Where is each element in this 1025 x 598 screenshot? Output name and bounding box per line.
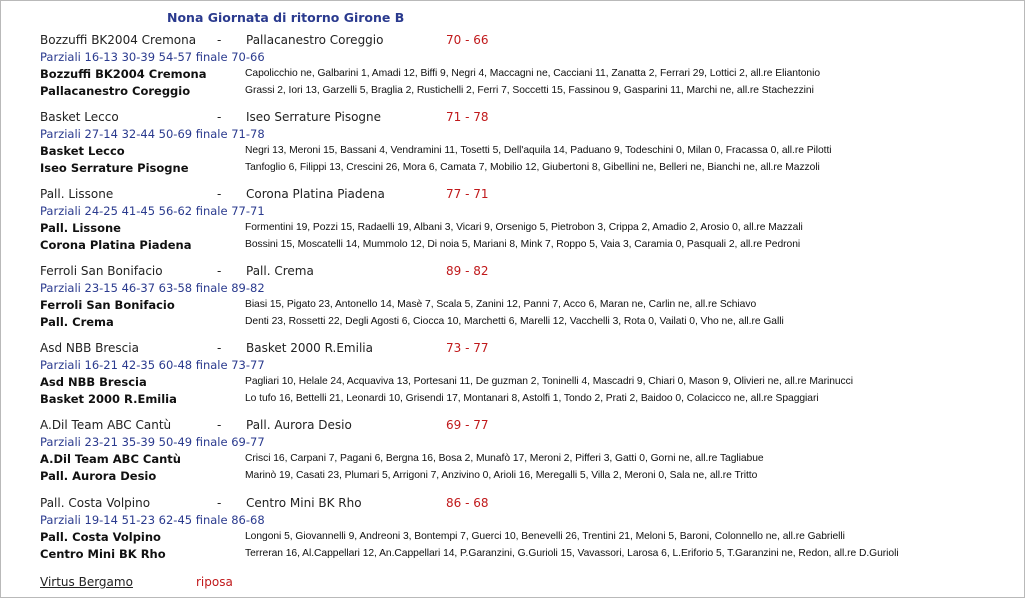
roster-players: Terreran 16, Al.Cappellari 12, An.Cappellari 14, P.Garanzini, G.Gurioli 15, Vavassori, Larosa 6, L.Eriforio 5, T.Garanzini ne, Redon, all.re D.Gurioli xyxy=(245,548,899,559)
roster-team-name: Centro Mini BK Rho xyxy=(40,547,166,561)
away-team: Pallacanestro Coreggio xyxy=(246,33,384,47)
roster-players: Longoni 5, Giovannelli 9, Andreoni 3, Bontempi 7, Guerci 10, Benevelli 26, Trentini 21, Meloni 5, Baroni, Colonnello ne, all.re Gabrielli xyxy=(245,531,845,542)
team-roster-row xyxy=(40,84,814,101)
game-block xyxy=(40,264,784,332)
roster-team-name: Basket 2000 R.Emilia xyxy=(40,392,177,406)
roster-players: Denti 23, Rossetti 22, Degli Agosti 6, Ciocca 10, Marchetti 6, Marelli 12, Vacchelli 3, Rota 0, Vailati 0, Vho ne, all.re Galli xyxy=(245,316,784,327)
match-separator: - xyxy=(217,496,222,510)
home-team: Pall. Costa Volpino xyxy=(40,496,151,510)
home-team: Pall. Lissone xyxy=(40,187,114,201)
roster-team-name: Pallacanestro Coreggio xyxy=(40,84,191,98)
match-separator: - xyxy=(217,264,222,278)
final-score: 77 - 71 xyxy=(446,187,489,201)
game-block xyxy=(40,496,899,564)
partial-scores: Parziali 24-25 41-45 56-62 finale 77-71 xyxy=(40,204,265,218)
game-block xyxy=(40,110,832,178)
game-block xyxy=(40,341,853,409)
roster-players: Capolicchio ne, Galbarini 1, Amadi 12, Biffi 9, Negri 4, Maccagni ne, Cacciani 11, Zanatta 2, Ferrari 29, Lottici 2, all.re Eliantonio xyxy=(245,68,820,79)
roster-players: Negri 13, Meroni 15, Bassani 4, Vendramini 11, Tosetti 5, Dell'aquila 14, Paduano 9, Todeschini 0, Milan 0, Fracassa 0, all.re Pilotti xyxy=(245,145,832,156)
roster-team-name: Ferroli San Bonifacio xyxy=(40,298,175,312)
team-roster-row xyxy=(40,452,764,469)
match-row xyxy=(40,496,489,513)
roster-players: Grassi 2, Iori 13, Garzelli 5, Braglia 2, Rustichelli 2, Ferri 7, Soccetti 15, Fassinou 9, Gasparini 11, Marchi ne, all.re Stachezzini xyxy=(245,85,814,96)
page-title: Nona Giornata di ritorno Girone B xyxy=(167,10,405,25)
away-team: Pall. Crema xyxy=(246,264,314,278)
away-team: Iseo Serrature Pisogne xyxy=(246,110,382,124)
away-team: Pall. Aurora Desio xyxy=(246,418,352,432)
team-roster-row xyxy=(40,238,801,255)
roster-players: Lo tufo 16, Bettelli 21, Leonardi 10, Grisendi 17, Montanari 8, Astolfi 1, Tondo 2, Prati 2, Baidoo 0, Colacicco ne, all.re Spaggiari xyxy=(245,393,819,404)
team-roster-row xyxy=(40,530,845,547)
partial-scores: Parziali 23-21 35-39 50-49 finale 69-77 xyxy=(40,435,265,449)
roster-team-name: Iseo Serrature Pisogne xyxy=(40,161,189,175)
away-team: Basket 2000 R.Emilia xyxy=(246,341,373,355)
final-score: 69 - 77 xyxy=(446,418,489,432)
roster-players: Bossini 15, Moscatelli 14, Mummolo 12, Di noia 5, Mariani 8, Mink 7, Roppo 5, Vaia 3, Caramia 0, Pasquali 2, all.re Pedroni xyxy=(245,239,801,250)
match-row xyxy=(40,341,489,358)
game-block xyxy=(40,418,764,486)
roster-team-name: Pall. Costa Volpino xyxy=(40,530,161,544)
home-team: Bozzuffi BK2004 Cremona xyxy=(40,33,197,47)
roster-team-name: Bozzuffi BK2004 Cremona xyxy=(40,67,207,81)
home-team: A.Dil Team ABC Cantù xyxy=(40,418,172,432)
rest-row xyxy=(40,575,233,589)
roster-team-name: Pall. Crema xyxy=(40,315,114,329)
home-team: Basket Lecco xyxy=(40,110,119,124)
team-roster-row xyxy=(40,221,803,238)
home-team: Ferroli San Bonifacio xyxy=(40,264,163,278)
partial-scores: Parziali 23-15 46-37 63-58 finale 89-82 xyxy=(40,281,265,295)
final-score: 89 - 82 xyxy=(446,264,489,278)
match-row xyxy=(40,33,489,50)
team-roster-row xyxy=(40,144,832,161)
away-team: Centro Mini BK Rho xyxy=(246,496,362,510)
match-row xyxy=(40,264,489,281)
partial-scores: Parziali 19-14 51-23 62-45 finale 86-68 xyxy=(40,513,265,527)
roster-players: Formentini 19, Pozzi 15, Radaelli 19, Albani 3, Vicari 9, Orsenigo 5, Pietrobon 3, Crippa 2, Amadio 2, Arosio 0, all.re Mazzali xyxy=(245,222,803,233)
rest-team-link[interactable]: Virtus Bergamo xyxy=(40,575,133,589)
team-roster-row xyxy=(40,67,820,84)
game-block xyxy=(40,33,820,101)
roster-players: Marinò 19, Casati 23, Plumari 5, Arrigoni 7, Anzivino 0, Arioli 16, Meregalli 5, Villa 2, Meroni 0, Sala ne, all.re Tritto xyxy=(245,470,758,481)
roster-team-name: Pall. Lissone xyxy=(40,221,121,235)
match-row xyxy=(40,110,489,127)
final-score: 70 - 66 xyxy=(446,33,489,47)
partial-scores: Parziali 16-13 30-39 54-57 finale 70-66 xyxy=(40,50,265,64)
match-row xyxy=(40,187,489,204)
roster-team-name: A.Dil Team ABC Cantù xyxy=(40,452,181,466)
match-row xyxy=(40,418,489,435)
match-separator: - xyxy=(217,33,222,47)
final-score: 73 - 77 xyxy=(446,341,489,355)
partial-scores: Parziali 16-21 42-35 60-48 finale 73-77 xyxy=(40,358,265,372)
team-roster-row xyxy=(40,298,757,315)
roster-players: Crisci 16, Carpani 7, Pagani 6, Bergna 16, Bosa 2, Munafò 17, Meroni 2, Pifferi 3, Gatti 0, Gorni ne, all.re Tagliabue xyxy=(245,453,764,464)
match-separator: - xyxy=(217,187,222,201)
roster-team-name: Basket Lecco xyxy=(40,144,125,158)
roster-players: Pagliari 10, Helale 24, Acquaviva 13, Portesani 11, De guzman 2, Toninelli 4, Mascadri 9, Chiari 0, Mason 9, Olivieri ne, all.re Marinucci xyxy=(245,376,853,387)
roster-team-name: Asd NBB Brescia xyxy=(40,375,147,389)
team-roster-row xyxy=(40,315,784,332)
team-roster-row xyxy=(40,392,819,409)
team-roster-row xyxy=(40,375,853,392)
roster-team-name: Pall. Aurora Desio xyxy=(40,469,157,483)
final-score: 86 - 68 xyxy=(446,496,489,510)
final-score: 71 - 78 xyxy=(446,110,489,124)
rest-label: riposa xyxy=(196,575,233,589)
match-separator: - xyxy=(217,341,222,355)
roster-team-name: Corona Platina Piadena xyxy=(40,238,192,252)
roster-players: Tanfoglio 6, Filippi 13, Crescini 26, Mora 6, Camata 7, Mobilio 12, Giubertoni 8, Gibellini ne, Belleri ne, Bianchi ne, all.re Mazzoli xyxy=(245,162,820,173)
partial-scores: Parziali 27-14 32-44 50-69 finale 71-78 xyxy=(40,127,265,141)
team-roster-row xyxy=(40,161,820,178)
away-team: Corona Platina Piadena xyxy=(246,187,385,201)
roster-players: Biasi 15, Pigato 23, Antonello 14, Masè 7, Scala 5, Zanini 12, Panni 7, Acco 6, Maran ne, Carlin ne, all.re Schiavo xyxy=(245,299,757,310)
home-team: Asd NBB Brescia xyxy=(40,341,139,355)
match-separator: - xyxy=(217,418,222,432)
team-roster-row xyxy=(40,547,899,564)
match-separator: - xyxy=(217,110,222,124)
game-block xyxy=(40,187,803,255)
team-roster-row xyxy=(40,469,758,486)
